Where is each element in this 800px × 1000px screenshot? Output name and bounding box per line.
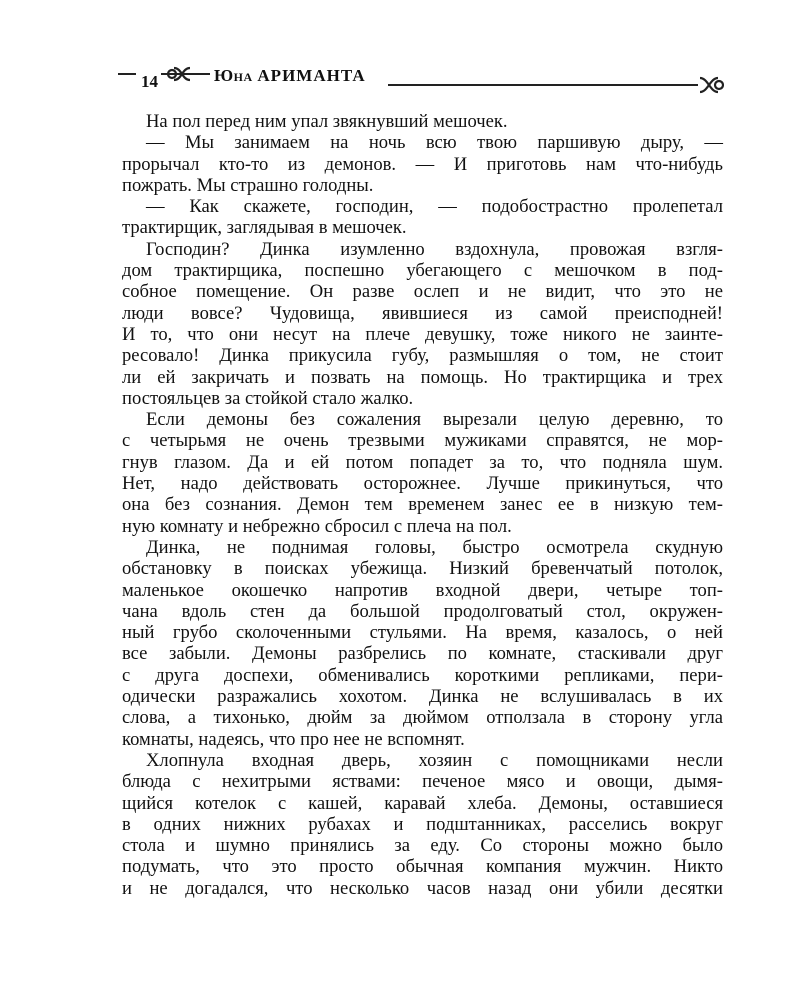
text-line: Если демоны без сожаления вырезали целую деревню, то: [146, 409, 723, 431]
text-line: Динка, не поднимая головы, быстро осмотрела скудную: [146, 536, 723, 558]
text-line: гнув глазом. Да и ей потом попадет за то, что подняла шум.: [122, 451, 723, 473]
text-line: Хлопнула входная дверь, хозяин с помощниками несли: [146, 749, 723, 771]
text-line: слова, а тихонько, дюйм за дюймом отползала в сторону угла: [122, 707, 723, 729]
text-line: трактирщик, заглядывая в мешочек.: [122, 217, 407, 239]
running-head-title: [210, 66, 370, 86]
text-line: постояльцев за стойкой стало жалко.: [122, 387, 414, 409]
author-name: Юна: [214, 66, 253, 85]
text-line: одически разражались хохотом. Динка не вслушивалась в их: [122, 686, 723, 708]
text-line: в одних нижних рубахах и подштанниках, расселись вокруг: [122, 813, 723, 835]
text-line: с друга доспехи, обменивались короткими репликами, пери-: [122, 664, 723, 686]
page-number: 14: [138, 72, 161, 92]
text-line: Господин? Динка изумленно вздохнула, провожая взгля-: [146, 238, 723, 260]
text-line: блюда с нехитрыми яствами: печеное мясо и овощи, дымя-: [122, 771, 723, 793]
text-line: дом трактирщика, поспешно убегающего с мешочком в под-: [122, 260, 723, 282]
text-line: — Как скажете, господин, — подобострастно пролепетал: [146, 196, 723, 218]
text-line: люди вовсе? Чудовища, явившиеся из самой преисподней!: [122, 302, 723, 324]
text-line: ную комнату и небрежно сбросил с плеча на пол.: [122, 515, 512, 537]
text-line: она без сознания. Демон тем временем занес ее в низкую тем-: [122, 494, 723, 516]
text-line: комнаты, надеясь, что про нее не вспомнят.: [122, 728, 465, 750]
text-line: все забыли. Демоны разбрелись по комнате, стаскивали друг: [122, 643, 723, 665]
running-header: [118, 64, 724, 98]
text-line: обстановку в поисках убежища. Низкий бревенчатый потолок,: [122, 558, 723, 580]
text-line: пожрать. Мы страшно голодны.: [122, 174, 374, 196]
text-line: На пол перед ним упал звякнувший мешочек.: [146, 111, 508, 132]
text-line: и не догадался, что несколько часов назад они убили десятки: [122, 877, 723, 899]
text-line: стола и шумно принялись за еду. Со стороны можно было: [122, 835, 723, 857]
body-text: [122, 111, 723, 899]
text-line: ли ей закричать и позвать на помощь. Но трактирщика и трех: [122, 366, 723, 388]
book-title: АРИМАНТА: [257, 66, 366, 85]
text-line: подумать, что это просто обычная компания мужчин. Никто: [122, 856, 723, 878]
text-line: собное помещение. Он разве ослеп и не видит, что это не: [122, 281, 723, 303]
text-line: — Мы занимаем на ночь всю твою паршивую дыру, —: [146, 132, 723, 154]
text-line: ный грубо сколоченными стульями. На время, казалось, о ней: [122, 622, 723, 644]
text-line: Нет, надо действовать осторожнее. Лучше прикинуться, что: [122, 473, 723, 495]
text-line: ресовало! Динка прикусила губу, размышляя о том, не стоит: [122, 345, 723, 367]
text-line: чана вдоль стен да большой продолговатый стол, окружен-: [122, 600, 723, 622]
text-line: И то, что они несут на плече девушку, тоже никого не заинте-: [122, 323, 723, 345]
text-line: прорычал кто-то из демонов. — И приготовь нам что-нибудь: [122, 153, 723, 175]
header-rule-ornament: [118, 64, 724, 98]
text-line: с четырьмя не очень трезвыми мужиками справятся, не мор-: [122, 430, 723, 452]
text-line: маленькое окошечко напротив входной двери, четыре топ-: [122, 579, 723, 601]
text-line: щийся котелок с кашей, каравай хлеба. Демоны, оставшиеся: [122, 792, 723, 814]
